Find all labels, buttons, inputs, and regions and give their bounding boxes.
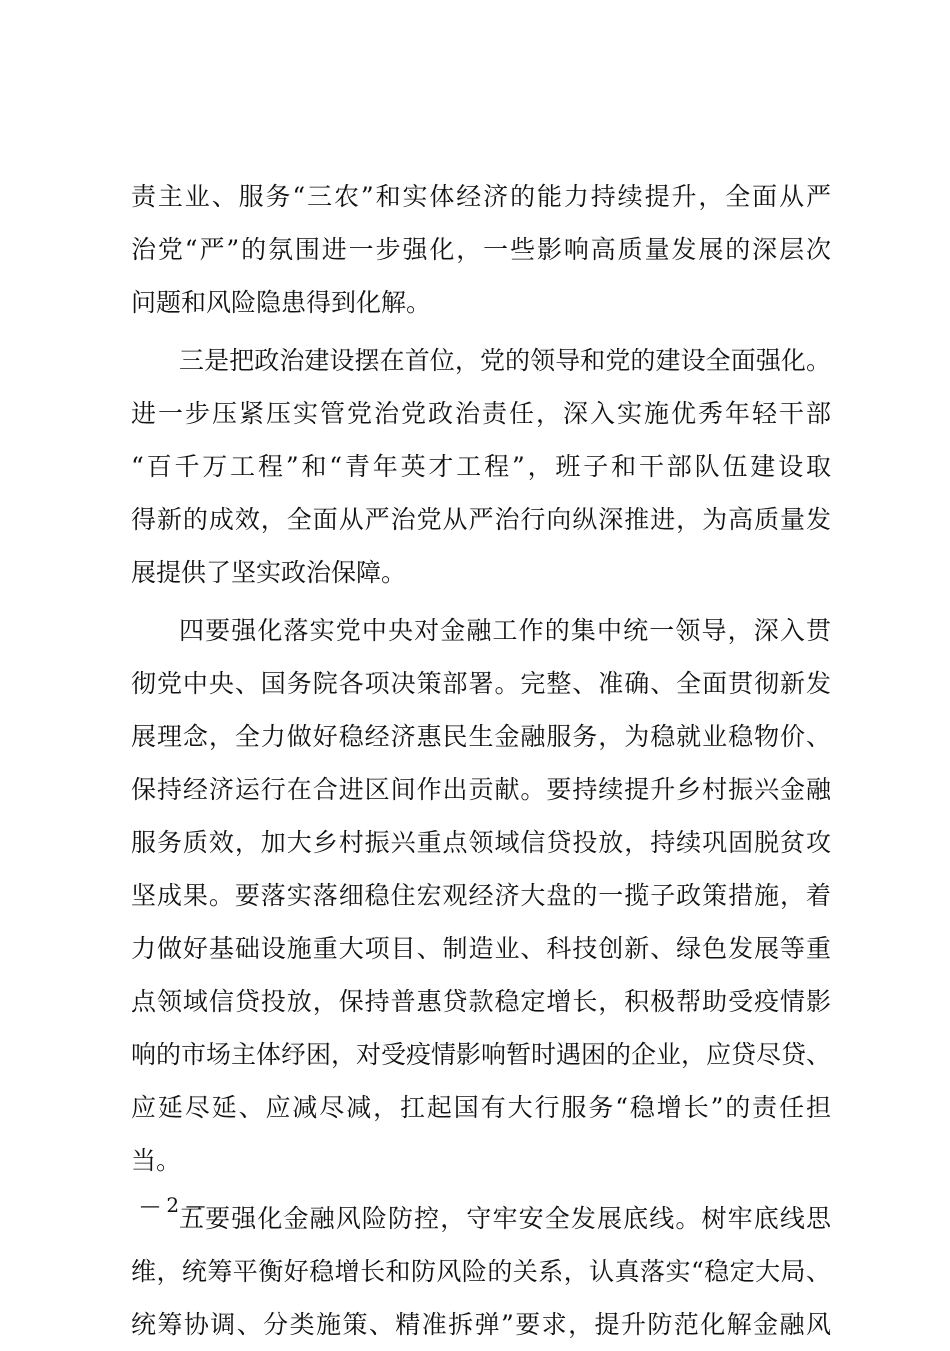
paragraph — [131, 334, 831, 599]
text-line: 责主业、服务“三农”和实体经济的能力持续提升，全面从严 — [131, 182, 831, 211]
paragraph — [131, 170, 831, 329]
text-line: 维，统筹平衡好稳增长和防风险的关系，认真落实“稳定大局、 — [131, 1257, 831, 1286]
text-line: 彻党中央、国务院各项决策部署。完整、准确、全面贯彻新发 — [131, 669, 831, 698]
text-line: 五要强化金融风险防控，守牢安全发展底线。树牢底线思 — [179, 1204, 831, 1233]
text-line: 问题和风险隐患得到化解。 — [131, 288, 432, 317]
text-line: 治党“严”的氛围进一步强化，一些影响高质量发展的深层次 — [131, 235, 831, 264]
text-line: 保持经济运行在合进区间作出贡献。要持续提升乡村振兴金融 — [131, 775, 831, 804]
text-line: 进一步压紧压实管党治党政治责任，深入实施优秀年轻干部 — [131, 399, 831, 428]
paragraph — [131, 604, 831, 1187]
text-line: 响的市场主体纾困，对受疫情影响暂时遇困的企业，应贷尽贷、 — [131, 1040, 831, 1069]
text-line: 展理念，全力做好稳经济惠民生金融服务，为稳就业稳物价、 — [131, 722, 831, 751]
text-line: 得新的成效，全面从严治党从严治行向纵深推进，为高质量发 — [131, 505, 831, 534]
text-line: 当。 — [131, 1146, 182, 1175]
text-line: 力做好基础设施重大项目、制造业、科技创新、绿色发展等重 — [131, 934, 831, 963]
text-line: 应延尽延、应减尽减，扛起国有大行服务“稳增长”的责任担 — [131, 1093, 831, 1122]
text-line: 服务质效，加大乡村振兴重点领域信贷投放，持续巩固脱贫攻 — [131, 828, 831, 857]
text-line: 四要强化落实党中央对金融工作的集中统一领导，深入贯 — [179, 616, 831, 645]
paragraph — [131, 1192, 831, 1351]
text-line: 三是把政治建设摆在首位，党的领导和党的建设全面强化。 — [179, 346, 831, 375]
page-number: — 2 — — [140, 1193, 206, 1217]
text-line: “百千万工程”和“青年英才工程”，班子和干部队伍建设取 — [131, 452, 831, 481]
text-line: 坚成果。要落实落细稳住宏观经济大盘的一揽子政策措施，着 — [131, 881, 831, 910]
text-line: 统筹协调、分类施策、精准拆弹”要求，提升防范化解金融风 — [131, 1310, 831, 1339]
body-text — [131, 170, 831, 1351]
text-line: 点领域信贷投放，保持普惠贷款稳定增长，积极帮助受疫情影 — [131, 987, 831, 1016]
text-line: 展提供了坚实政治保障。 — [131, 558, 407, 587]
